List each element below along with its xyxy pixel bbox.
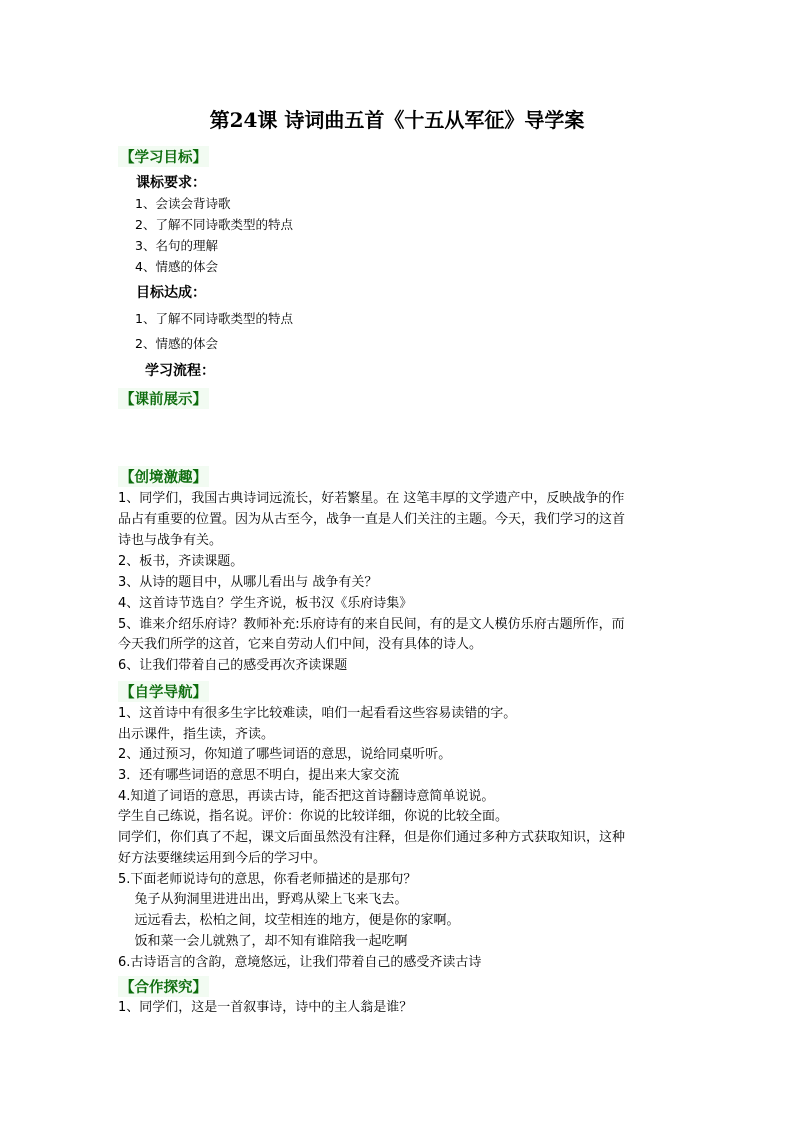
self-study-line: 同学们，你们真了不起，课文后面虽然没有注释，但是你们通过多种方式获取知识，这种 [118, 830, 626, 845]
situation-line: 2、板书，齐读课题。 [118, 554, 244, 569]
self-study-line: 兔子从狗洞里进进出出，野鸡从梁上飞来飞去。 [118, 892, 408, 907]
self-study-line: 5.下面老师说诗句的意思，你看老师描述的是那句？ [118, 872, 417, 887]
section-heading-cooperation: 【合作探究】 [118, 976, 209, 997]
curriculum-item: 4、情感的体会 [135, 259, 218, 274]
self-study-line: 出示课件，指生读，齐读。 [118, 727, 275, 742]
process-label: 学习流程： [145, 363, 215, 379]
section-heading-preview: 【课前展示】 [118, 388, 209, 409]
section-heading-self-study: 【自学导航】 [118, 681, 209, 702]
target-item: 2、情感的体会 [135, 336, 218, 351]
curriculum-label: 课标要求： [136, 175, 206, 191]
situation-line: 品占有重要的位置。因为从古至今，战争一直是人们关注的主题。今天，我们学习的这首 [118, 512, 626, 527]
situation-line: 诗也与战争有关。 [118, 533, 223, 548]
self-study-line: 2、通过预习，你知道了哪些词语的意思，说给同桌听听。 [118, 747, 452, 762]
target-label: 目标达成： [136, 285, 206, 301]
situation-line: 1、同学们，我国古典诗词远流长，好若繁星。在 这笔丰厚的文学遗产中，反映战争的作 [118, 491, 625, 506]
situation-line: 4、这首诗节选自？学生齐说，板书汉《乐府诗集》 [118, 596, 413, 611]
curriculum-item: 2、了解不同诗歌类型的特点 [135, 217, 293, 232]
self-study-line: 4.知道了词语的意思，再读古诗，能否把这首诗翻诗意简单说说。 [118, 789, 495, 804]
cooperation-line: 1、同学们，这是一首叙事诗，诗中的主人翁是谁？ [118, 1000, 413, 1015]
self-study-line: 远远看去，松柏之间，坟茔相连的地方，便是你的家啊。 [118, 913, 460, 928]
page-title: 第24课 诗词曲五首《十五从军征》导学案 [209, 108, 585, 132]
curriculum-item: 3、名句的理解 [135, 238, 218, 253]
section-heading-situation: 【创境激趣】 [118, 466, 209, 487]
situation-line: 3、从诗的题目中，从哪儿看出与 战争有关？ [118, 575, 378, 590]
target-item: 1、了解不同诗歌类型的特点 [135, 311, 293, 326]
self-study-line: 饭和菜一会儿就熟了，却不知有谁陪我一起吃啊 [118, 934, 408, 949]
situation-line: 5、谁来介绍乐府诗？教师补充:乐府诗有的来自民间，有的是文人模仿乐府古题所作，而 [118, 617, 625, 632]
self-study-line: 好方法要继续运用到今后的学习中。 [118, 851, 327, 866]
situation-line: 6、让我们带着自己的感受再次齐读课题 [118, 658, 348, 673]
section-heading-goals: 【学习目标】 [118, 146, 209, 167]
curriculum-item: 1、会读会背诗歌 [135, 196, 231, 211]
self-study-line: 3．还有哪些词语的意思不明白，提出来大家交流 [118, 768, 400, 783]
situation-line: 今天我们所学的这首，它来自劳动人们中间，没有具体的诗人。 [118, 637, 483, 652]
self-study-line: 6.古诗语言的含韵，意境悠远，让我们带着自己的感受齐读古诗 [118, 955, 482, 970]
self-study-line: 1、这首诗中有很多生字比较难读，咱们一起看看这些容易读错的字。 [118, 706, 517, 721]
self-study-line: 学生自己练说，指名说。评价：你说的比较详细，你说的比较全面。 [118, 809, 509, 824]
